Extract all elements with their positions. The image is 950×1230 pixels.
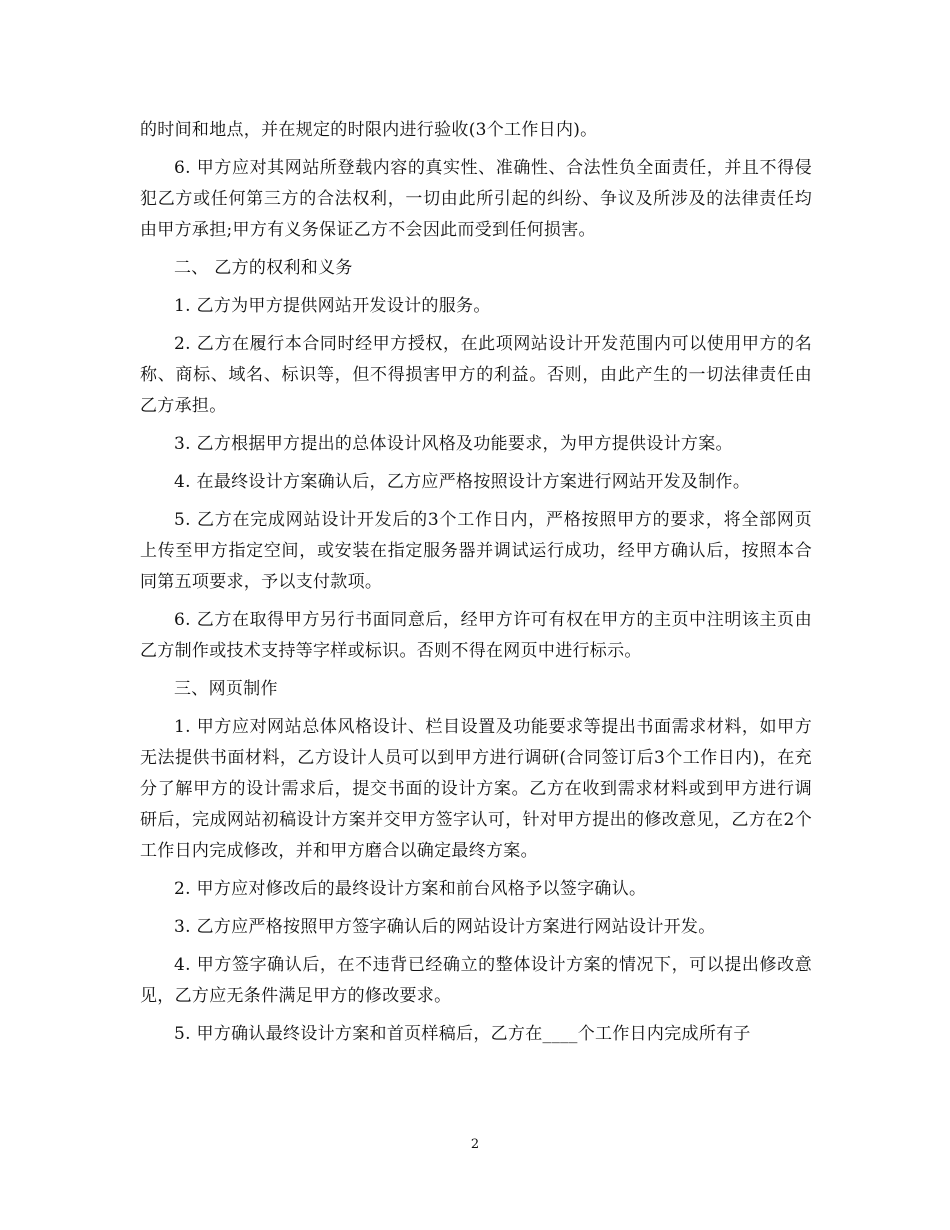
paragraph: 1. 甲方应对网站总体风格设计、栏目设置及功能要求等提出书面需求材料，如甲方无法提供书面材料，乙方设计人员可以到甲方进行调研(合同签订后3个工作日内)，在充分了解甲方的设计需求后，提交书面的设计方案。乙方在收到需求材料或到甲方进行调研后，完成网站初稿设计方案并交甲方签字认可，针对甲方提出的修改意见，乙方在2个工作日内完成修改，并和甲方磨合以确定最终方案。 [140, 717, 812, 861]
page-number: 2 [470, 1137, 480, 1152]
paragraph: 6. 乙方在取得甲方另行书面同意后，经甲方许可有权在甲方的主页中注明该主页由乙方制作或技术支持等字样或标识。否则不得在网页中进行标示。 [140, 610, 812, 661]
paragraph: 5. 乙方在完成网站设计开发后的3个工作日内，严格按照甲方的要求，将全部网页上传至甲方指定空间，或安装在指定服务器并调试运行成功，经甲方确认后，按照本合同第五项要求，予以支付款项。 [140, 510, 812, 592]
paragraph: 2. 乙方在履行本合同时经甲方授权，在此项网站设计开发范围内可以使用甲方的名称、商标、域名、标识等，但不得损害甲方的利益。否则，由此产生的一切法律责任由乙方承担。 [140, 334, 812, 416]
paragraph: 4. 甲方签字确认后，在不违背已经确立的整体设计方案的情况下，可以提出修改意见，乙方应无条件满足甲方的修改要求。 [140, 955, 812, 1006]
paragraph: 6. 甲方应对其网站所登载内容的真实性、准确性、合法性负全面责任，并且不得侵犯乙方或任何第三方的合法权利，一切由此所引起的纠纷、争议及所涉及的法律责任均由甲方承担;甲方有义务保证乙方不会因此而受到任何损害。 [140, 158, 812, 240]
paragraph: 的时间和地点，并在规定的时限内进行验收(3个工作日内)。 [140, 120, 598, 140]
paragraph: 1. 乙方为甲方提供网站开发设计的服务。 [174, 296, 491, 316]
section-heading: 二、 乙方的权利和义务 [174, 258, 353, 278]
paragraph: 4. 在最终设计方案确认后，乙方应严格按照设计方案进行网站开发及制作。 [174, 472, 751, 492]
paragraph: 3. 乙方根据甲方提出的总体设计风格及功能要求，为甲方提供设计方案。 [174, 434, 733, 454]
document-body [140, 115, 812, 1057]
paragraph: 3. 乙方应严格按照甲方签字确认后的网站设计方案进行网站设计开发。 [174, 917, 716, 937]
section-heading: 三、网页制作 [174, 679, 278, 699]
paragraph: 2. 甲方应对修改后的最终设计方案和前台风格予以签字确认。 [174, 879, 647, 899]
paragraph: 5. 甲方确认最终设计方案和首页样稿后，乙方在____个工作日内完成所有子 [174, 1024, 751, 1044]
